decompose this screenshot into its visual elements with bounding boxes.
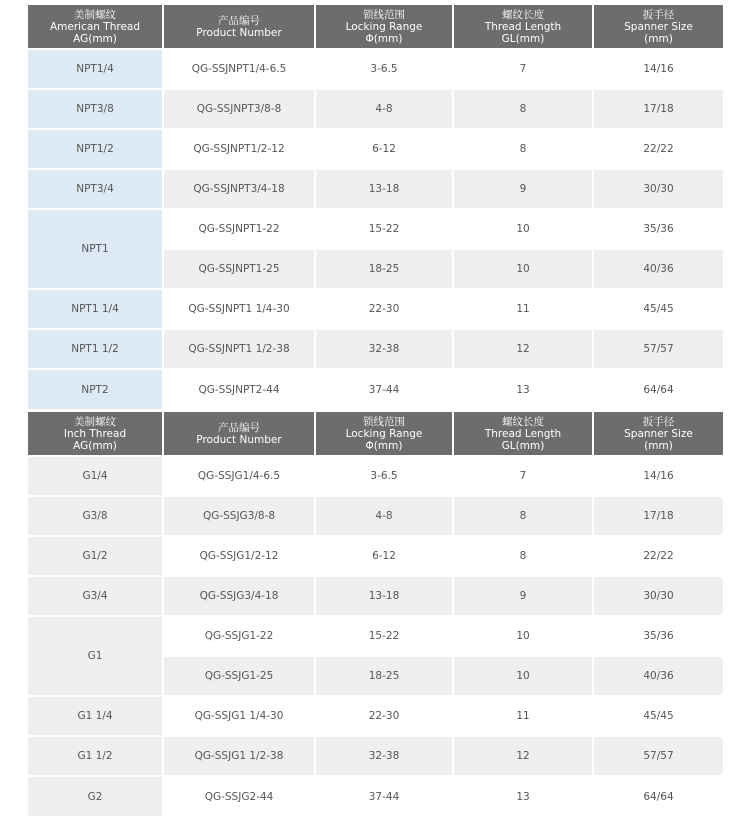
locking-range-cell: 15-22 <box>315 616 453 656</box>
product-number-cell: QG-SSJNPT3/8-8 <box>163 89 315 129</box>
locking-range-cell: 18-25 <box>315 249 453 289</box>
thread-length-cell: 10 <box>453 249 593 289</box>
header-line: Spanner Size <box>624 427 693 440</box>
thread-length-header <box>453 5 593 49</box>
product-number-header <box>163 412 315 456</box>
table-row <box>28 89 723 129</box>
product-number-cell: QG-SSJG1/2-12 <box>163 536 315 576</box>
table-row <box>28 616 723 656</box>
header-line: Φ(mm) <box>365 439 403 452</box>
product-number-header <box>163 5 315 49</box>
table-row <box>28 536 723 576</box>
thread-size-cell: G3/8 <box>28 496 163 536</box>
product-number-cell: QG-SSJG2-44 <box>163 776 315 816</box>
header-line: 螺纹长度 <box>502 415 544 428</box>
header-line: Spanner Size <box>624 20 693 33</box>
table-header <box>28 5 723 49</box>
thread-size-cell: G3/4 <box>28 576 163 616</box>
thread-length-cell: 13 <box>453 369 593 409</box>
locking-range-cell: 32-38 <box>315 329 453 369</box>
thread-length-cell: 8 <box>453 89 593 129</box>
header-line: 产品编号 <box>218 14 260 27</box>
table-header <box>28 412 723 456</box>
product-number-cell: QG-SSJG3/4-18 <box>163 576 315 616</box>
locking-range-cell: 4-8 <box>315 496 453 536</box>
thread-size-cell: NPT1/2 <box>28 129 163 169</box>
thread-size-cell: NPT2 <box>28 369 163 409</box>
thread-length-cell: 10 <box>453 656 593 696</box>
thread-length-cell: 8 <box>453 536 593 576</box>
locking-range-header <box>315 412 453 456</box>
thread-length-cell: 8 <box>453 496 593 536</box>
header-line: Locking Range <box>345 20 423 33</box>
locking-range-cell: 18-25 <box>315 656 453 696</box>
thread-length-cell: 11 <box>453 696 593 736</box>
header-line: 美制螺纹 <box>74 8 116 21</box>
thread-length-cell: 7 <box>453 49 593 89</box>
spanner-size-cell: 57/57 <box>593 329 723 369</box>
product-number-cell: QG-SSJNPT1-25 <box>163 249 315 289</box>
thread-length-cell: 10 <box>453 209 593 249</box>
table-row <box>28 496 723 536</box>
header-line: Inch Thread <box>63 427 127 440</box>
thread-size-cell: NPT3/4 <box>28 169 163 209</box>
thread-length-cell: 8 <box>453 129 593 169</box>
spanner-size-cell: 17/18 <box>593 89 723 129</box>
header-line: (mm) <box>644 439 673 452</box>
locking-range-cell: 22-30 <box>315 289 453 329</box>
spanner-size-cell: 17/18 <box>593 496 723 536</box>
table-row <box>28 289 723 329</box>
locking-range-cell: 32-38 <box>315 736 453 776</box>
product-number-cell: QG-SSJG1/4-6.5 <box>163 456 315 496</box>
spanner-size-cell: 30/30 <box>593 576 723 616</box>
product-number-cell: QG-SSJNPT2-44 <box>163 369 315 409</box>
locking-range-cell: 13-18 <box>315 576 453 616</box>
product-number-cell: QG-SSJG1 1/4-30 <box>163 696 315 736</box>
thread-size-cell: G1/4 <box>28 456 163 496</box>
table-body <box>28 456 723 816</box>
thread-size-cell: NPT1 1/4 <box>28 289 163 329</box>
thread-length-cell: 9 <box>453 576 593 616</box>
spanner-size-cell: 30/30 <box>593 169 723 209</box>
header-line: Product Number <box>196 26 282 39</box>
spanner-size-cell: 57/57 <box>593 736 723 776</box>
spanner-size-cell: 45/45 <box>593 289 723 329</box>
header-line: AG(mm) <box>73 439 117 452</box>
product-number-cell: QG-SSJG1 1/2-38 <box>163 736 315 776</box>
header-line: 美制螺纹 <box>74 415 116 428</box>
spanner-size-cell: 64/64 <box>593 776 723 816</box>
product-number-cell: QG-SSJNPT1 1/2-38 <box>163 329 315 369</box>
american-thread-table <box>28 5 723 409</box>
table-row <box>28 329 723 369</box>
thread-length-cell: 7 <box>453 456 593 496</box>
table-row <box>28 776 723 816</box>
spanner-size-cell: 35/36 <box>593 616 723 656</box>
spanner-size-cell: 35/36 <box>593 209 723 249</box>
table-row <box>28 696 723 736</box>
header-line: Thread Length <box>484 20 562 33</box>
table-row <box>28 736 723 776</box>
thread-column-header <box>28 412 163 456</box>
table-row <box>28 49 723 89</box>
locking-range-cell: 15-22 <box>315 209 453 249</box>
header-line: Locking Range <box>345 427 423 440</box>
locking-range-header <box>315 5 453 49</box>
locking-range-cell: 6-12 <box>315 536 453 576</box>
thread-size-cell: G1 1/4 <box>28 696 163 736</box>
product-number-cell: QG-SSJG1-22 <box>163 616 315 656</box>
locking-range-cell: 3-6.5 <box>315 456 453 496</box>
locking-range-cell: 3-6.5 <box>315 49 453 89</box>
thread-size-cell: G1 <box>28 616 163 696</box>
spanner-size-cell: 40/36 <box>593 249 723 289</box>
locking-range-cell: 6-12 <box>315 129 453 169</box>
thread-length-cell: 12 <box>453 329 593 369</box>
locking-range-cell: 13-18 <box>315 169 453 209</box>
thread-length-cell: 11 <box>453 289 593 329</box>
product-number-cell: QG-SSJNPT1/4-6.5 <box>163 49 315 89</box>
locking-range-cell: 37-44 <box>315 369 453 409</box>
table-row <box>28 129 723 169</box>
thread-size-cell: NPT3/8 <box>28 89 163 129</box>
thread-column-header <box>28 5 163 49</box>
thread-size-cell: NPT1 1/2 <box>28 329 163 369</box>
thread-length-header <box>453 412 593 456</box>
thread-size-cell: NPT1 <box>28 209 163 289</box>
header-line: American Thread <box>49 20 141 33</box>
spanner-size-cell: 45/45 <box>593 696 723 736</box>
header-line: 扳手径 <box>642 8 675 21</box>
table-body <box>28 49 723 409</box>
header-line: GL(mm) <box>501 439 545 452</box>
header-line: 产品编号 <box>218 421 260 434</box>
header-line: 锁线范围 <box>363 415 405 428</box>
product-number-cell: QG-SSJG3/8-8 <box>163 496 315 536</box>
table-row <box>28 369 723 409</box>
spanner-size-header <box>593 412 723 456</box>
header-line: Product Number <box>196 433 282 446</box>
header-line: 螺纹长度 <box>502 8 544 21</box>
spanner-size-cell: 40/36 <box>593 656 723 696</box>
spanner-size-cell: 14/16 <box>593 49 723 89</box>
thread-size-cell: G1 1/2 <box>28 736 163 776</box>
header-line: AG(mm) <box>73 32 117 45</box>
thread-size-cell: NPT1/4 <box>28 49 163 89</box>
inch-thread-table <box>28 412 723 816</box>
table-row <box>28 209 723 249</box>
product-number-cell: QG-SSJNPT3/4-18 <box>163 169 315 209</box>
spanner-size-cell: 22/22 <box>593 129 723 169</box>
header-line: (mm) <box>644 32 673 45</box>
header-line: 扳手径 <box>642 415 675 428</box>
spanner-size-cell: 64/64 <box>593 369 723 409</box>
thread-length-cell: 13 <box>453 776 593 816</box>
spanner-size-cell: 14/16 <box>593 456 723 496</box>
table-row <box>28 456 723 496</box>
spanner-size-cell: 22/22 <box>593 536 723 576</box>
locking-range-cell: 37-44 <box>315 776 453 816</box>
header-line: Φ(mm) <box>365 32 403 45</box>
table-row <box>28 576 723 616</box>
table-row <box>28 169 723 209</box>
thread-size-cell: G2 <box>28 776 163 816</box>
thread-length-cell: 9 <box>453 169 593 209</box>
thread-size-cell: G1/2 <box>28 536 163 576</box>
thread-length-cell: 12 <box>453 736 593 776</box>
locking-range-cell: 22-30 <box>315 696 453 736</box>
header-line: Thread Length <box>484 427 562 440</box>
spanner-size-header <box>593 5 723 49</box>
product-number-cell: QG-SSJNPT1/2-12 <box>163 129 315 169</box>
product-number-cell: QG-SSJNPT1-22 <box>163 209 315 249</box>
product-number-cell: QG-SSJG1-25 <box>163 656 315 696</box>
locking-range-cell: 4-8 <box>315 89 453 129</box>
thread-length-cell: 10 <box>453 616 593 656</box>
header-line: GL(mm) <box>501 32 545 45</box>
header-line: 锁线范围 <box>363 8 405 21</box>
product-number-cell: QG-SSJNPT1 1/4-30 <box>163 289 315 329</box>
